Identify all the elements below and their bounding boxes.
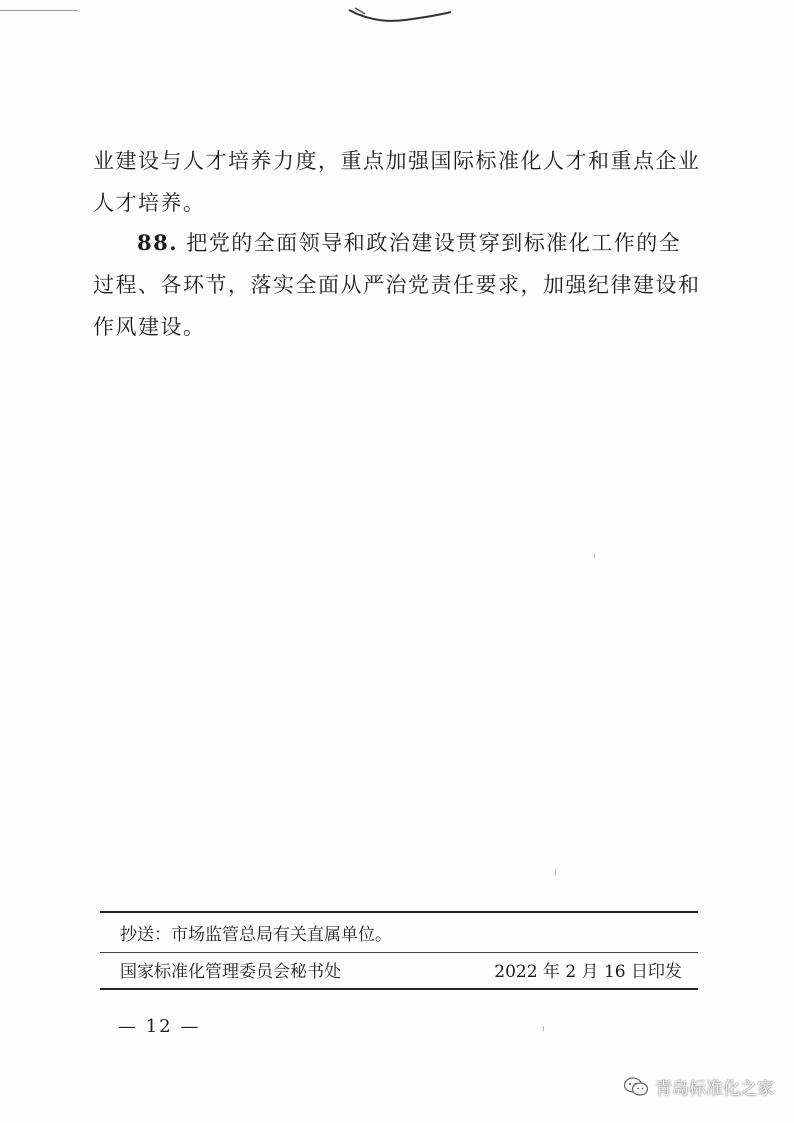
issuer-name: 国家标准化管理委员会秘书处	[120, 962, 341, 982]
paragraph-item-88	[93, 222, 703, 348]
scan-speck	[555, 870, 556, 875]
scan-edge-line	[0, 10, 78, 11]
wechat-icon	[623, 1076, 649, 1098]
copy-to-recipients: 市场监管总局有关直属单位。	[171, 925, 392, 945]
scan-speck	[594, 553, 595, 558]
item-text: 把党的全面领导和政治建设贯穿到标准化工作的全过程、各环节，落实全面从严治党责任要求，加强纪律建设和作风建设。	[93, 231, 701, 339]
divider-top	[100, 911, 698, 913]
scan-speck	[543, 1026, 544, 1031]
item-number: 88.	[137, 230, 179, 255]
page-number: — 12 —	[118, 1016, 201, 1037]
issue-date: 2022 年 2 月 16 日印发	[494, 962, 682, 982]
copy-to-label: 抄送：	[120, 925, 171, 945]
handwritten-mark	[345, 4, 455, 30]
watermark-text: 青岛标准化之家	[655, 1079, 774, 1099]
divider-bottom	[100, 988, 698, 990]
watermark	[623, 1074, 774, 1099]
copy-to-line	[100, 922, 698, 948]
divider-middle	[100, 952, 698, 953]
paragraph-continuation: 业建设与人才培养力度，重点加强国际标准化人才和重点企业人才培养。	[93, 149, 701, 215]
